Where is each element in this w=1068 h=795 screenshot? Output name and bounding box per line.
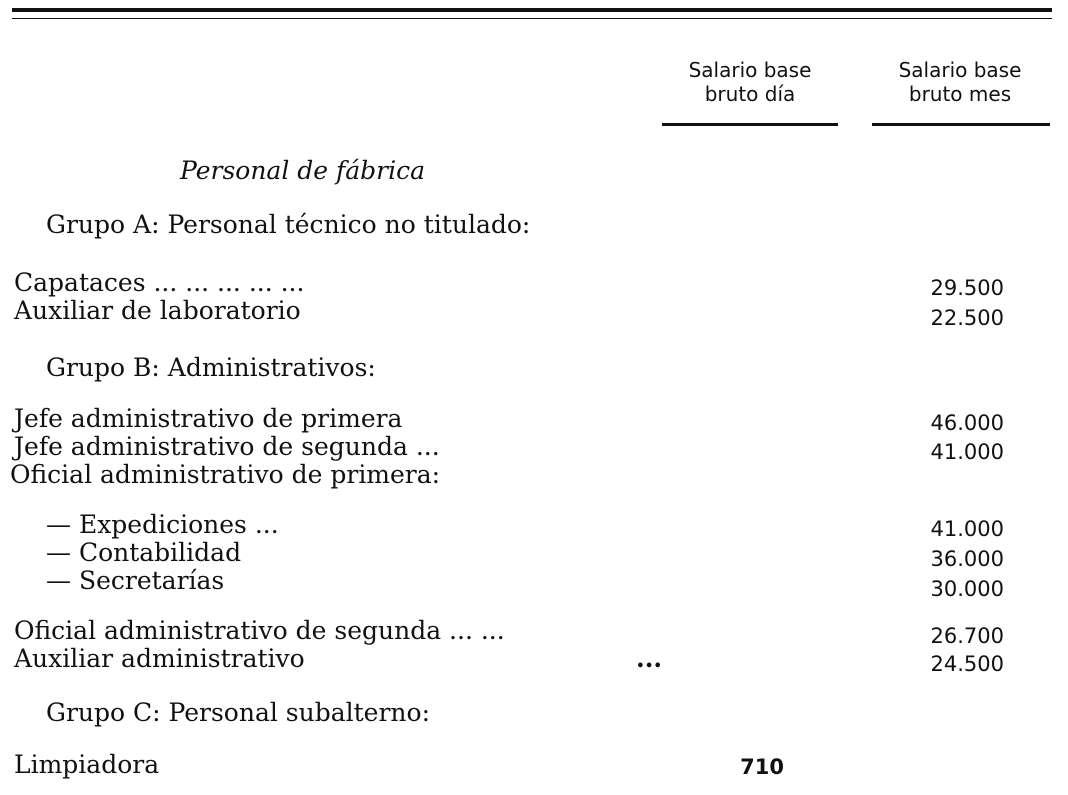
row-label: Limpiadora [14, 750, 160, 779]
header-day-underline [662, 123, 838, 126]
row-label: Auxiliar de laboratorio [14, 296, 301, 325]
row-day-value: 710 [740, 755, 784, 779]
row-label: Oficial administrativo de primera: [10, 460, 441, 489]
row-label: Oficial administrativo de segunda ... ... [14, 616, 505, 645]
row-month-value: 24.500 [930, 652, 1004, 676]
row-label: Auxiliar administrativo [14, 644, 305, 673]
top-rule-thin [12, 18, 1052, 19]
row-label: — Contabilidad [46, 538, 242, 567]
row-label: Jefe administrativo de segunda ... [14, 432, 440, 461]
group-c-title: Grupo C: Personal subalterno: [46, 698, 430, 727]
row-month-value: 36.000 [930, 547, 1004, 571]
row-leader-dots: ... [636, 644, 663, 673]
header-salary-day: Salario base bruto día [688, 58, 812, 106]
row-month-value: 41.000 [930, 440, 1004, 464]
group-a-title: Grupo A: Personal técnico no titulado: [46, 210, 531, 239]
header-salary-month: Salario base bruto mes [898, 58, 1022, 106]
header-month-underline [872, 123, 1050, 126]
section-title: Personal de fábrica [180, 156, 426, 185]
row-label: — Secretarías [46, 566, 225, 595]
row-month-value: 30.000 [930, 577, 1004, 601]
row-month-value: 29.500 [930, 276, 1004, 300]
top-rule-thick [12, 8, 1052, 12]
group-b-title: Grupo B: Administrativos: [46, 353, 376, 382]
row-label: Capataces ... ... ... ... ... [14, 268, 305, 297]
row-month-value: 41.000 [930, 517, 1004, 541]
row-label: — Expediciones ... [46, 510, 279, 539]
row-month-value: 46.000 [930, 411, 1004, 435]
row-month-value: 22.500 [930, 306, 1004, 330]
row-month-value: 26.700 [930, 624, 1004, 648]
row-label: Jefe administrativo de primera [14, 404, 403, 433]
